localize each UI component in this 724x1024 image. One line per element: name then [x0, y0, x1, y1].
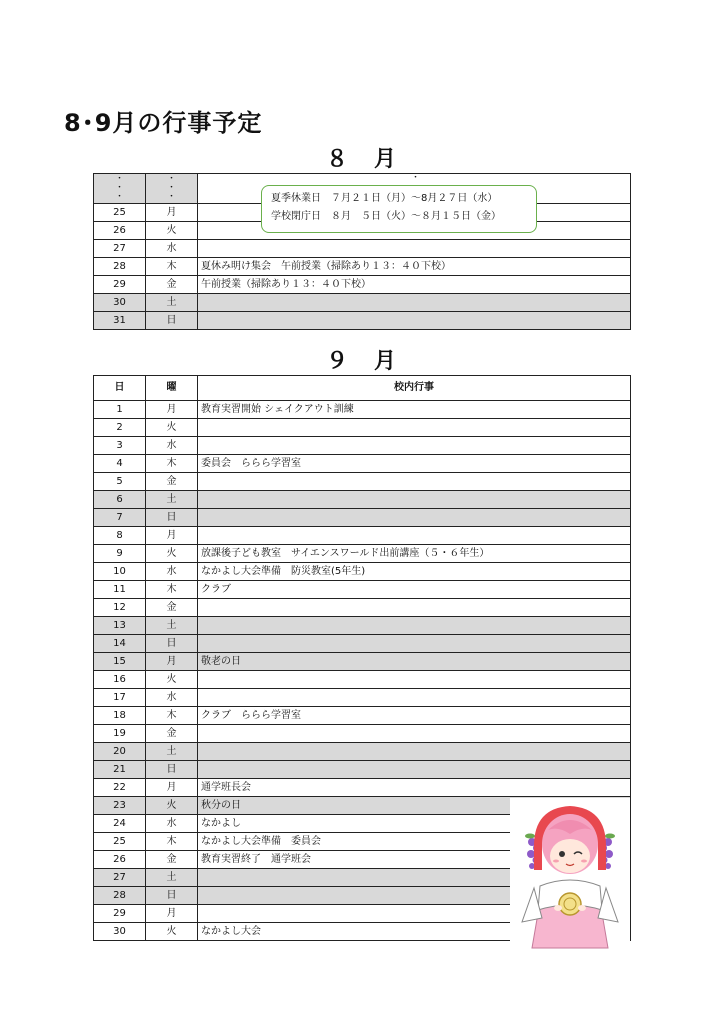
continuation-weekday-cell: ･ ･ ･ [146, 174, 198, 204]
weekday-cell: 月 [146, 779, 198, 797]
day-cell: 22 [94, 779, 146, 797]
day-cell: 17 [94, 689, 146, 707]
day-cell: 25 [94, 833, 146, 851]
weekday-cell: 日 [146, 887, 198, 905]
event-cell: なかよし [198, 815, 631, 833]
day-cell: 27 [94, 869, 146, 887]
weekday-cell: 土 [146, 617, 198, 635]
day-cell: 23 [94, 797, 146, 815]
day-cell: 8 [94, 527, 146, 545]
event-cell: 教育実習終了 通学班会 [198, 851, 631, 869]
table-row [94, 707, 631, 725]
event-cell [198, 294, 631, 312]
event-cell: 夏休み明け集会 午前授業（掃除あり１３：４０下校） [198, 258, 631, 276]
event-cell [198, 437, 631, 455]
event-cell: クラブ [198, 581, 631, 599]
day-cell: 27 [94, 240, 146, 258]
august-title: ８ 月 [326, 147, 399, 172]
table-row [94, 617, 631, 635]
weekday-cell: 金 [146, 725, 198, 743]
table-row [94, 563, 631, 581]
weekday-cell: 日 [146, 312, 198, 330]
weekday-cell: 土 [146, 294, 198, 312]
day-cell: 11 [94, 581, 146, 599]
day-cell: 5 [94, 473, 146, 491]
weekday-cell: 水 [146, 563, 198, 581]
weekday-cell: 月 [146, 401, 198, 419]
weekday-cell: 木 [146, 581, 198, 599]
weekday-cell: 金 [146, 276, 198, 294]
header-weekday: 曜 [146, 376, 198, 401]
table-row [94, 779, 631, 797]
day-cell: 28 [94, 258, 146, 276]
table-header-row [94, 376, 631, 401]
table-row [94, 419, 631, 437]
weekday-cell: 火 [146, 222, 198, 240]
event-cell: 委員会 ららら学習室 [198, 455, 631, 473]
weekday-cell: 日 [146, 761, 198, 779]
day-cell: 25 [94, 204, 146, 222]
header-event: 校内行事 [198, 376, 631, 401]
day-cell: 4 [94, 455, 146, 473]
weekday-cell: 日 [146, 509, 198, 527]
day-cell: 13 [94, 617, 146, 635]
weekday-cell: 月 [146, 905, 198, 923]
event-cell: 放課後子ども教室 サイエンスワールド出前講座（５・６年生） [198, 545, 631, 563]
table-row [94, 581, 631, 599]
event-cell [198, 635, 631, 653]
weekday-cell: 水 [146, 689, 198, 707]
day-cell: 15 [94, 653, 146, 671]
header-day: 日 [94, 376, 146, 401]
day-cell: 30 [94, 923, 146, 941]
event-cell [198, 689, 631, 707]
table-row [94, 276, 631, 294]
weekday-cell: 火 [146, 797, 198, 815]
event-cell: 秋分の日 [198, 797, 631, 815]
weekday-cell: 火 [146, 923, 198, 941]
weekday-cell: 水 [146, 437, 198, 455]
day-cell: 26 [94, 851, 146, 869]
table-row [94, 437, 631, 455]
event-cell: なかよし大会 [198, 923, 631, 941]
table-row [94, 240, 631, 258]
table-row [94, 258, 631, 276]
weekday-cell: 金 [146, 599, 198, 617]
summer-break-notice [261, 185, 537, 233]
table-row [94, 653, 631, 671]
table-row [94, 527, 631, 545]
day-cell: 21 [94, 761, 146, 779]
event-cell [198, 312, 631, 330]
event-cell: クラブ ららら学習室 [198, 707, 631, 725]
table-row [94, 294, 631, 312]
weekday-cell: 水 [146, 240, 198, 258]
weekday-cell: 金 [146, 473, 198, 491]
day-cell: 31 [94, 312, 146, 330]
day-cell: 20 [94, 743, 146, 761]
day-cell: 3 [94, 437, 146, 455]
event-cell: 敬老の日 [198, 653, 631, 671]
table-row [94, 455, 631, 473]
table-row [94, 725, 631, 743]
day-cell: 28 [94, 887, 146, 905]
event-cell [198, 419, 631, 437]
table-row [94, 545, 631, 563]
day-cell: 30 [94, 294, 146, 312]
event-cell: なかよし大会準備 委員会 [198, 833, 631, 851]
day-cell: 1 [94, 401, 146, 419]
weekday-cell: 日 [146, 635, 198, 653]
day-cell: 24 [94, 815, 146, 833]
event-cell [198, 725, 631, 743]
table-row [94, 671, 631, 689]
page-title: 8･9月の行事予定 [64, 109, 263, 137]
notice-school-closure: 学校閉庁日 ８月 ５日（火）～８月１５日（金） [271, 211, 501, 222]
day-cell: 19 [94, 725, 146, 743]
day-cell: 10 [94, 563, 146, 581]
event-cell [198, 743, 631, 761]
table-row [94, 401, 631, 419]
day-cell: 12 [94, 599, 146, 617]
weekday-cell: 火 [146, 545, 198, 563]
weekday-cell: 木 [146, 833, 198, 851]
weekday-cell: 土 [146, 743, 198, 761]
weekday-cell: 木 [146, 707, 198, 725]
weekday-cell: 火 [146, 419, 198, 437]
weekday-cell: 木 [146, 258, 198, 276]
weekday-cell: 火 [146, 671, 198, 689]
weekday-cell: 木 [146, 455, 198, 473]
event-cell [198, 473, 631, 491]
event-cell [198, 671, 631, 689]
table-row [94, 689, 631, 707]
day-cell: 6 [94, 491, 146, 509]
table-row [94, 491, 631, 509]
event-cell [198, 491, 631, 509]
event-cell [198, 761, 631, 779]
continuation-day-cell: ･ ･ ･ [94, 174, 146, 204]
event-cell: 教育実習開始 シェイクアウト訓練 [198, 401, 631, 419]
shrine-maiden-mascot-icon [512, 800, 628, 950]
event-cell [198, 617, 631, 635]
notice-summer-vacation: 夏季休業日 ７月２１日（月）～8月２７日（水） [271, 193, 498, 204]
weekday-cell: 土 [146, 491, 198, 509]
day-cell: 29 [94, 276, 146, 294]
weekday-cell: 水 [146, 815, 198, 833]
day-cell: 29 [94, 905, 146, 923]
event-cell: なかよし大会準備 防災教室(5年生) [198, 563, 631, 581]
event-cell [198, 527, 631, 545]
day-cell: 14 [94, 635, 146, 653]
event-cell: 午前授業（掃除あり１３：４０下校） [198, 276, 631, 294]
weekday-cell: 土 [146, 869, 198, 887]
table-row [94, 473, 631, 491]
table-row [94, 599, 631, 617]
day-cell: 9 [94, 545, 146, 563]
table-row [94, 635, 631, 653]
september-title: ９ 月 [326, 349, 399, 374]
day-cell: 18 [94, 707, 146, 725]
weekday-cell: 月 [146, 653, 198, 671]
event-cell [198, 240, 631, 258]
day-cell: 2 [94, 419, 146, 437]
event-cell [198, 509, 631, 527]
table-row [94, 509, 631, 527]
weekday-cell: 月 [146, 204, 198, 222]
table-row [94, 743, 631, 761]
day-cell: 7 [94, 509, 146, 527]
weekday-cell: 月 [146, 527, 198, 545]
event-cell [198, 599, 631, 617]
day-cell: 16 [94, 671, 146, 689]
table-row [94, 312, 631, 330]
day-cell: 26 [94, 222, 146, 240]
weekday-cell: 金 [146, 851, 198, 869]
continuation-event-cell: ･ [198, 174, 631, 204]
event-cell: 通学班長会 [198, 779, 631, 797]
table-row [94, 761, 631, 779]
